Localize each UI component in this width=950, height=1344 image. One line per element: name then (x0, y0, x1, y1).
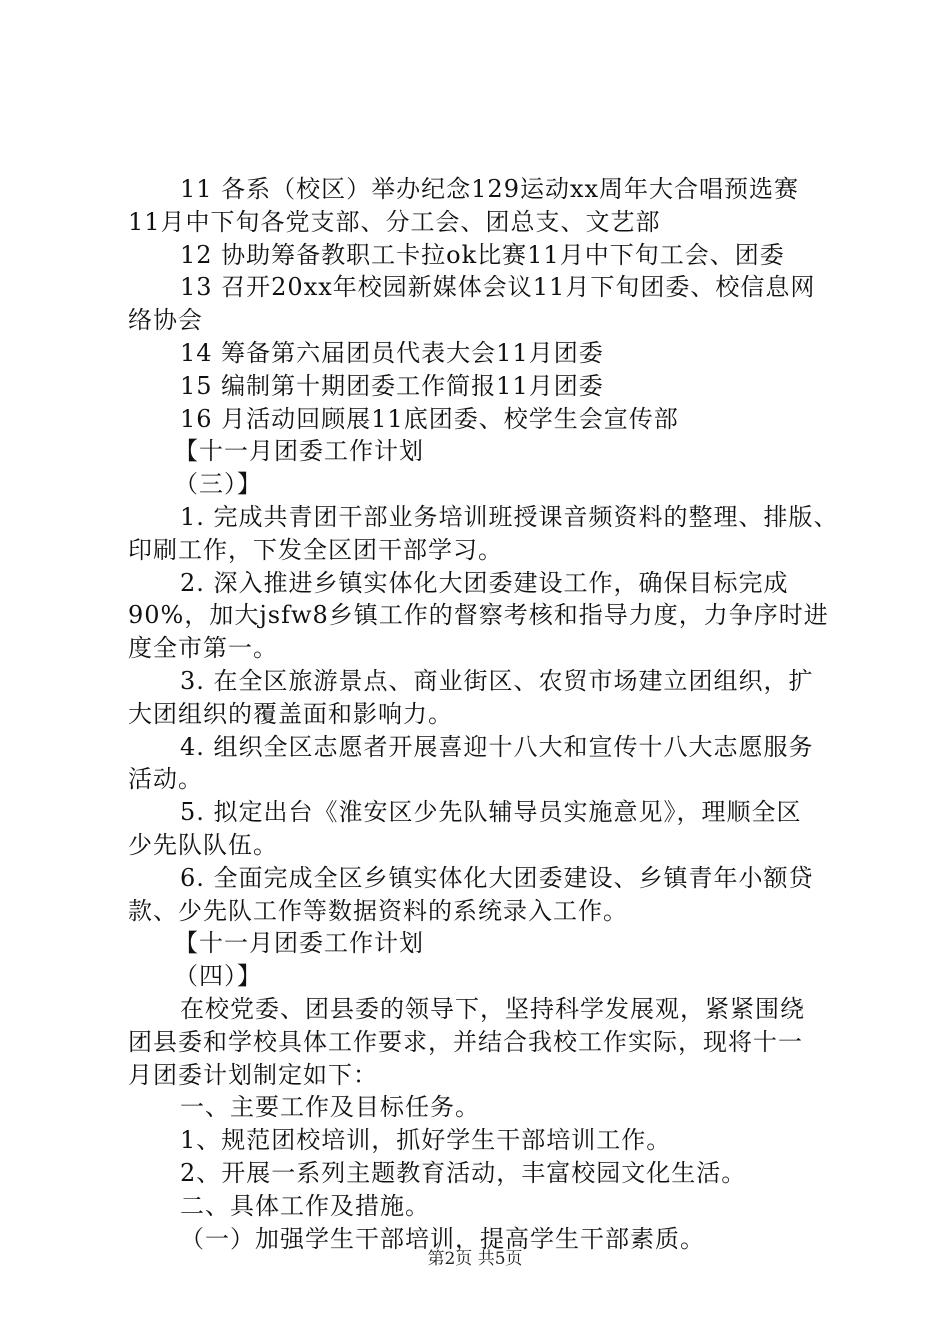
text-line: （一）加强学生干部培训，提高学生干部素质。 (180, 1224, 705, 1253)
text-line: 5. 拟定出台《淮安区少先队辅导员实施意见》，理顺全区 (180, 798, 802, 827)
page-footer: 第2页 共5页 (427, 1249, 523, 1269)
text-line: 2、开展一系列主题教育活动，丰富校园文化生活。 (180, 1158, 747, 1187)
text-line: 4. 组织全区志愿者开展喜迎十八大和宣传十八大志愿服务 (180, 732, 814, 761)
text-line: 2. 深入推进乡镇实体化大团委建设工作，确保目标完成 (180, 568, 789, 597)
section-heading: 【十一月团委工作计划 (174, 929, 424, 958)
text-line: 活动。 (128, 765, 203, 794)
text-line: 一、主要工作及目标任务。 (180, 1093, 480, 1122)
text-line: 在校党委、团县委的领导下，坚持科学发展观，紧紧围绕 (180, 994, 805, 1023)
text-line: 14 筹备第六届团员代表大会11月团委 (180, 338, 604, 367)
section-heading: （四）】 (174, 962, 262, 991)
text-line: 12 协助筹备教职工卡拉ok比赛11月中下旬工会、团委 (180, 240, 785, 269)
text-line: 印刷工作，下发全区团干部学习。 (128, 535, 503, 564)
text-line: 大团组织的覆盖面和影响力。 (128, 699, 453, 728)
text-line: 度全市第一。 (128, 634, 278, 663)
text-line: 6. 全面完成全区乡镇实体化大团委建设、乡镇青年小额贷 (180, 863, 814, 892)
text-line: 16 月活动回顾展11底团委、校学生会宣传部 (180, 404, 679, 433)
text-line: 90%，加大jsfw8乡镇工作的督察考核和指导力度，力争序时进 (128, 601, 829, 630)
text-line: 少先队队伍。 (128, 830, 278, 859)
text-line: 15 编制第十期团委工作简报11月团委 (180, 371, 604, 400)
text-line: 11月中下旬各党支部、分工会、团总支、文艺部 (128, 207, 661, 236)
section-heading: 【十一月团委工作计划 (174, 437, 424, 466)
text-line: 3. 在全区旅游景点、商业街区、农贸市场建立团组织，扩 (180, 666, 814, 695)
section-heading: （三）】 (174, 470, 262, 499)
text-line: 月团委计划制定如下： (128, 1060, 378, 1089)
document-body (128, 173, 844, 1255)
text-line: 11 各系（校区）举办纪念129运动xx周年大合唱预选赛 (180, 175, 800, 203)
text-line: 款、少先队工作等数据资料的系统录入工作。 (128, 896, 628, 925)
text-line: 团县委和学校具体工作要求，并结合我校工作实际，现将十一 (128, 1027, 803, 1056)
text-line: 1. 完成共青团干部业务培训班授课音频资料的整理、排版、 (180, 502, 839, 531)
text-line: 络协会 (128, 306, 203, 335)
text-line: 1、规范团校培训，抓好学生干部培训工作。 (180, 1126, 672, 1155)
text-line: 二、具体工作及措施。 (180, 1191, 430, 1220)
text-line: 13 召开20xx年校园新媒体会议11月下旬团委、校信息网 (180, 273, 816, 302)
